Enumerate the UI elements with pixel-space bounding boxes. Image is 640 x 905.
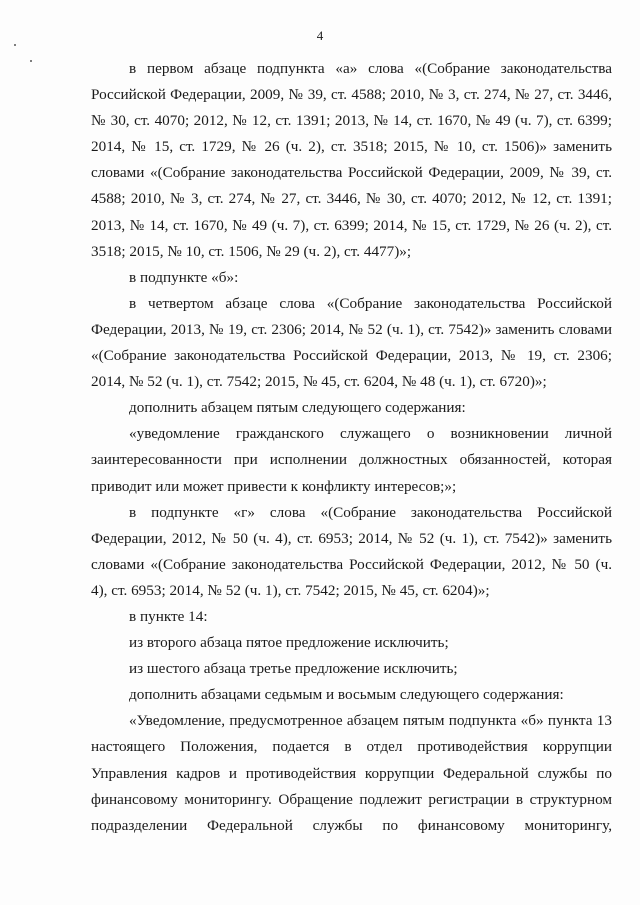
paragraph-1: в первом абзаце подпункта «а» слова «(Собрание законодательства Российской Федерации, 2009, № 39, ст. 4588; 2010, № 3, ст. 274, № 27, ст. 3446, № 30, ст. 4070; 2012, № 12, ст. 1391; 2013, № 14, ст. 1670, № 49 (ч. 7), ст. 6399; 2014, № 15, ст. 1729, № 26 (ч. 2), ст. 3518; 2015, № 10, ст. 1506)» заменить словами «(Собрание законодательства Российской Федерации, 2009, № 39, ст. 4588; 2010, № 3, ст. 274, № 27, ст. 3446, № 30, ст. 4070; 2012, № 12, ст. 1391; 2013, № 14, ст. 1670, № 49 (ч. 7), ст. 6399; 2014, № 15, ст. 1729, № 26 (ч. 2), ст. 3518; 2015, № 10, ст. 1506, № 29 (ч. 2), ст. 4477)»; — [91, 60, 612, 260]
scan-speck — [14, 44, 16, 46]
paragraph-6: в подпункте «г» слова «(Собрание законодательства Российской Федерации, 2012, № 50 (ч. 4), ст. 6953; 2014, № 52 (ч. 1), ст. 7542)» заменить словами «(Собрание законодательства Российской Федерации, 2012, № 50 (ч. 4), ст. 6953; 2014, № 52 (ч. 1), ст. 7542; 2015, № 45, ст. 6204)»; — [91, 503, 612, 599]
paragraph-11: «Уведомление, предусмотренное абзацем пятым подпункта «б» пункта 13 настоящего Положения, подается в отдел противодействия коррупции Управления кадров и противодействия коррупции Федеральной службы по финансовому мониторингу. Обращение подлежит регистрации в структурном подразделении Федеральной службы по финансовому мониторингу, — [91, 712, 612, 834]
document-body — [91, 56, 612, 839]
paragraph-10: дополнить абзацами седьмым и восьмым следующего содержания: — [129, 686, 564, 704]
scan-speck — [30, 60, 32, 62]
paragraph-2: в подпункте «б»: — [129, 268, 239, 286]
paragraph-7: в пункте 14: — [129, 607, 208, 625]
paragraph-5: «уведомление гражданского служащего о возникновении личной заинтересованности при исполнении должностных обязанностей, которая приводит или может привести к конфликту интересов;»; — [91, 425, 612, 495]
page-number: 4 — [316, 28, 324, 43]
paragraph-4: дополнить абзацем пятым следующего содержания: — [129, 399, 466, 417]
paragraph-8: из второго абзаца пятое предложение исключить; — [129, 634, 449, 652]
paragraph-3: в четвертом абзаце слова «(Собрание законодательства Российской Федерации, 2013, № 19, ст. 2306; 2014, № 52 (ч. 1), ст. 7542)» заменить словами «(Собрание законодательства Российской Федерации, 2013, № 19, ст. 2306; 2014, № 52 (ч. 1), ст. 7542; 2015, № 45, ст. 6204, № 48 (ч. 1), ст. 6720)»; — [91, 294, 612, 391]
paragraph-9: из шестого абзаца третье предложение исключить; — [129, 660, 458, 678]
